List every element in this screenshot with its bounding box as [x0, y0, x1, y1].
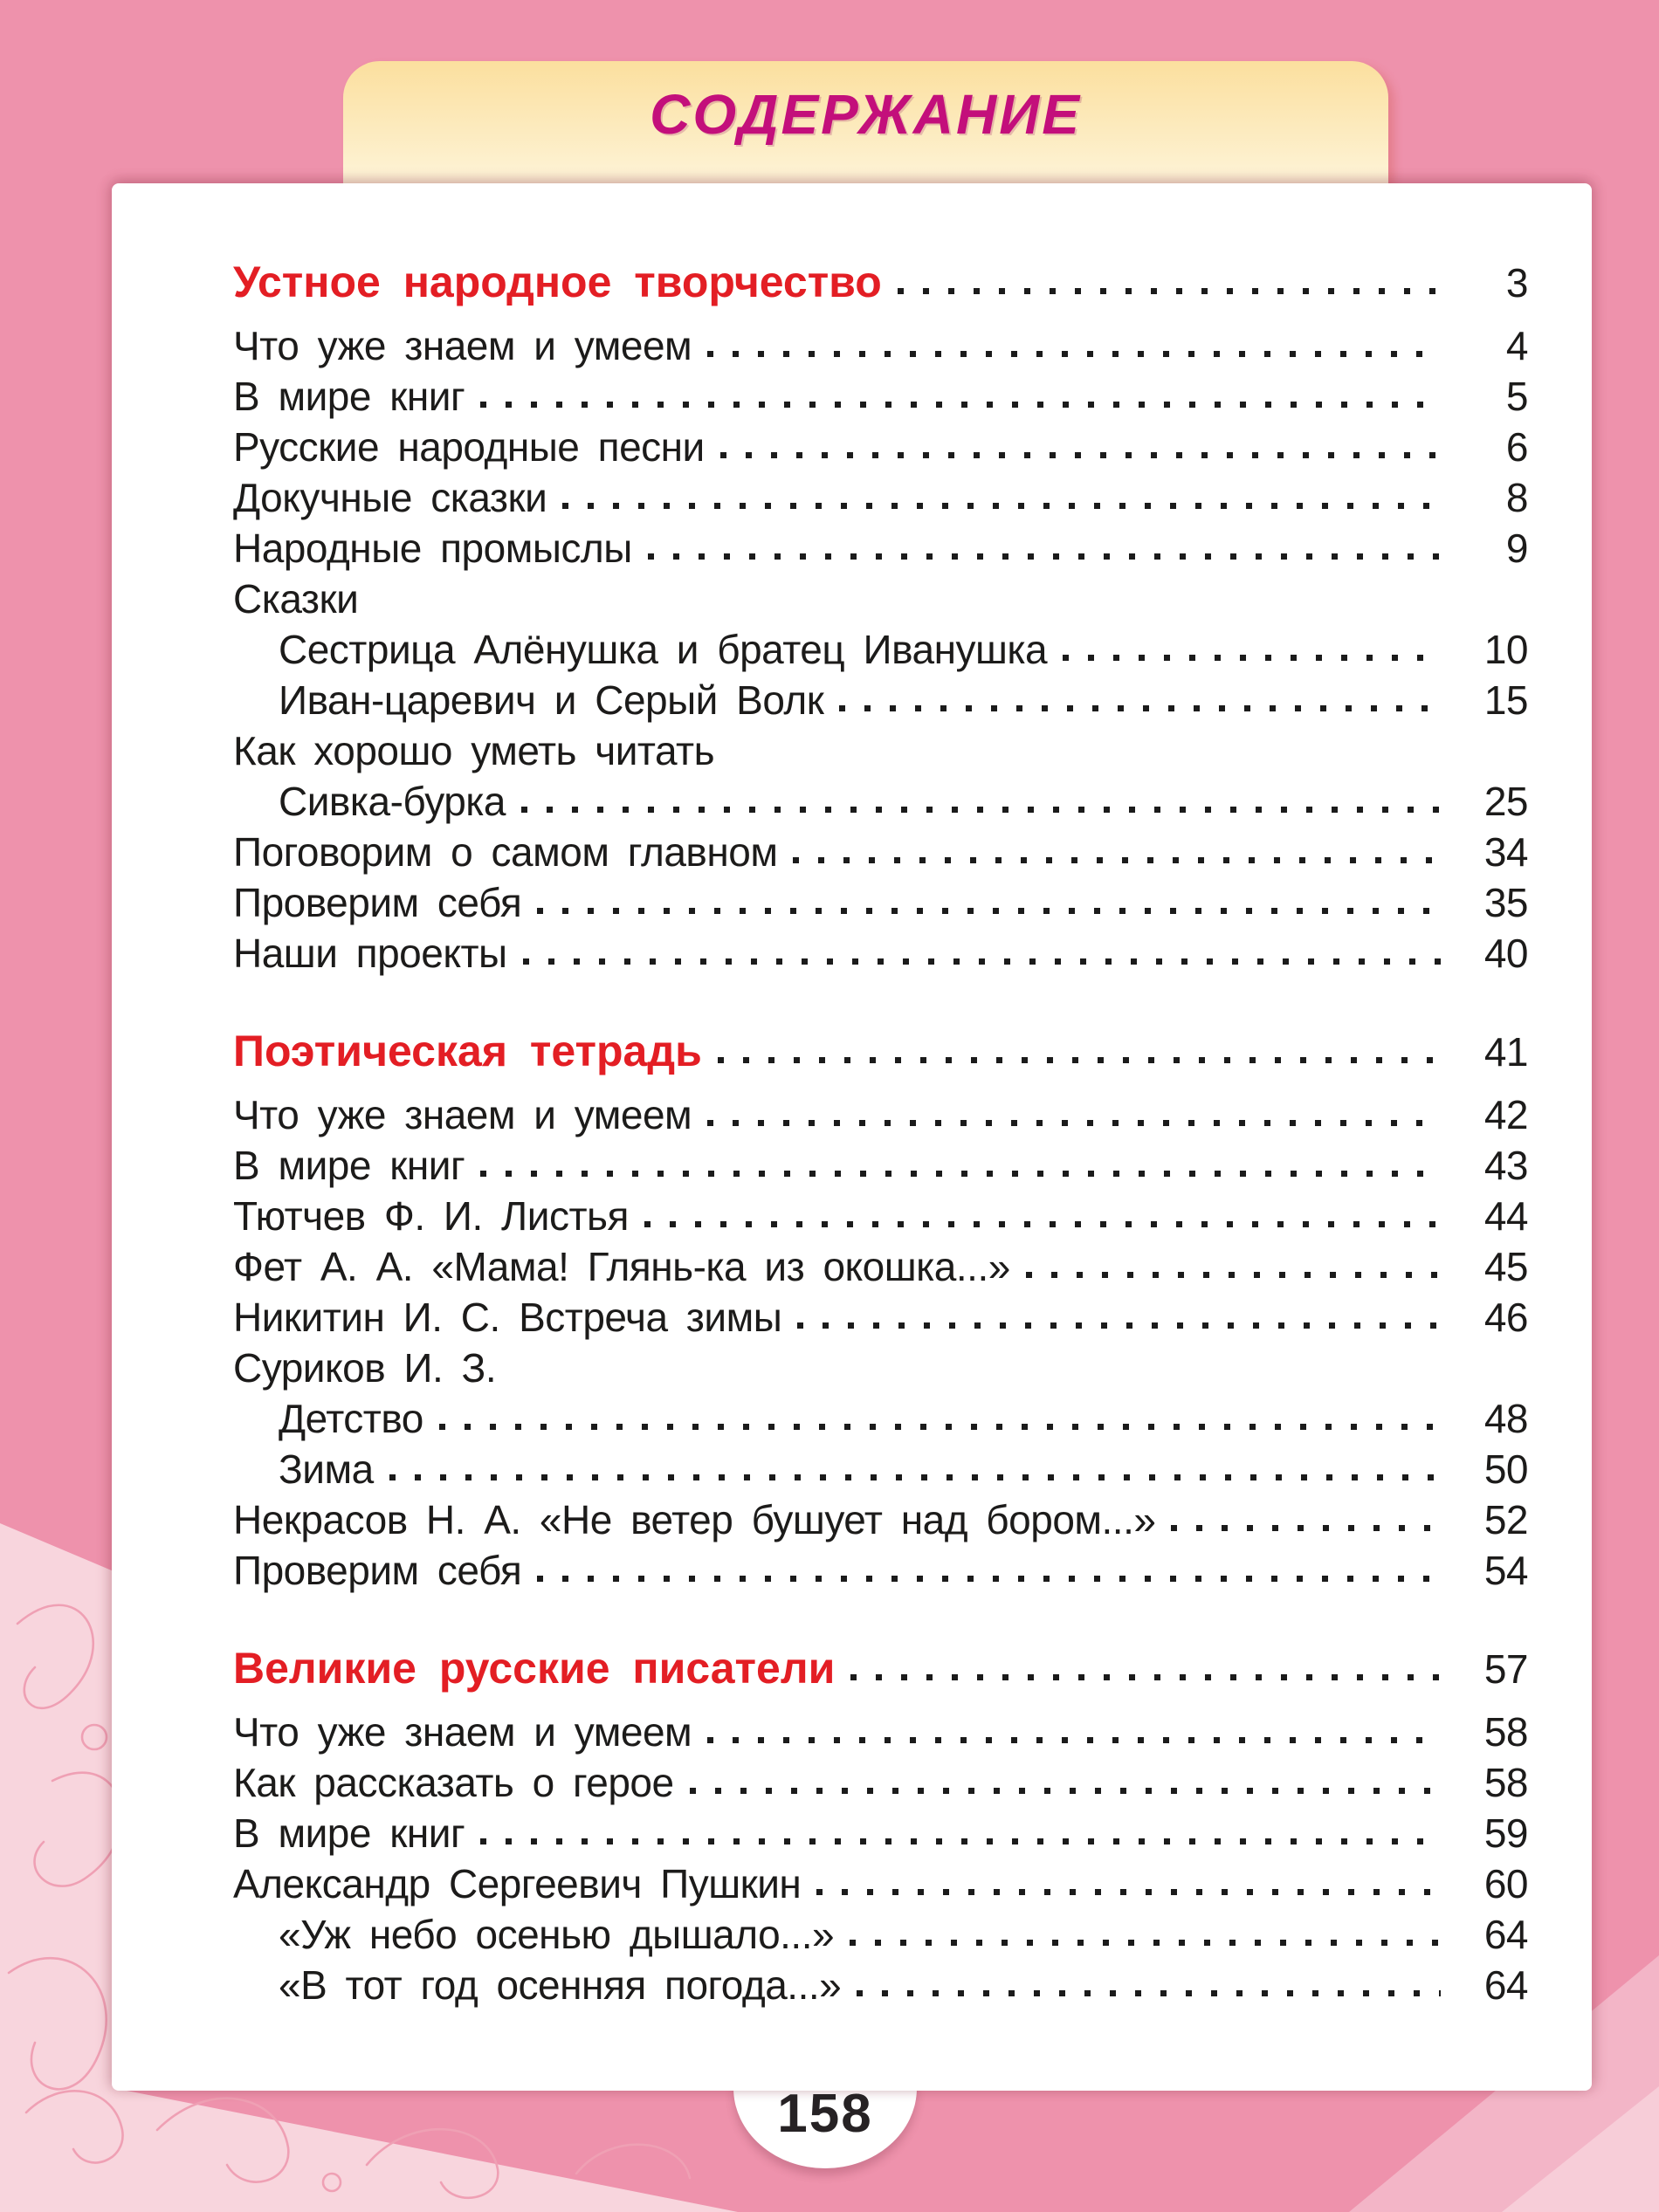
toc-item-page: 35: [1483, 880, 1528, 925]
toc-section-heading: [233, 1026, 1528, 1077]
toc-item-label: Как хорошо уметь читать: [233, 728, 715, 773]
toc-item-label: Иван-царевич и Серый Волк: [279, 677, 824, 723]
toc-row: [233, 1494, 1528, 1545]
toc-row: [233, 776, 1528, 827]
toc-item-label: Детство: [279, 1396, 423, 1441]
toc-item-page: 34: [1483, 829, 1528, 875]
toc-item-page: 58: [1483, 1760, 1528, 1805]
toc-item-label: Проверим себя: [233, 1548, 522, 1593]
toc-item-page: 10: [1483, 627, 1528, 672]
toc-row: [233, 827, 1528, 877]
dot-leader: [537, 1576, 1441, 1582]
dot-leader: [850, 1674, 1441, 1680]
toc-item-label: Тютчев Ф. И. Листья: [233, 1193, 629, 1239]
dot-leader: [1026, 1272, 1441, 1278]
toc-item-label: Александр Сергеевич Пушкин: [233, 1861, 802, 1906]
toc-row: [233, 624, 1528, 675]
dot-leader: [898, 288, 1441, 294]
toc-item-page: 57: [1483, 1646, 1528, 1692]
toc-item-page: 42: [1483, 1092, 1528, 1137]
toc-item-label: В мире книг: [233, 374, 465, 419]
dot-leader: [648, 553, 1441, 560]
toc-row: [233, 725, 1528, 776]
toc-row: [233, 1241, 1528, 1292]
toc-section-heading: [233, 1643, 1528, 1694]
dot-leader: [644, 1221, 1441, 1227]
dot-leader: [521, 807, 1441, 813]
toc-section: [233, 257, 1528, 979]
toc-item-page: 64: [1483, 1912, 1528, 1957]
toc-item-page: 41: [1483, 1029, 1528, 1075]
toc-item-page: 8: [1505, 475, 1528, 520]
dot-leader: [523, 958, 1441, 965]
toc-item-page: 4: [1505, 323, 1528, 368]
dot-leader: [720, 452, 1441, 458]
toc-item-page: 54: [1483, 1548, 1528, 1593]
toc-row: [233, 1140, 1528, 1191]
toc-item-label: Суриков И. З.: [233, 1345, 497, 1391]
dot-leader: [1063, 655, 1441, 661]
dot-leader: [707, 1737, 1441, 1743]
toc-item-label: Народные промыслы: [233, 526, 632, 571]
toc-item-label: Наши проекты: [233, 931, 507, 976]
toc-item-label: Что уже знаем и умеем: [233, 323, 692, 368]
toc-item-page: 46: [1483, 1295, 1528, 1340]
toc-row: [233, 1191, 1528, 1241]
toc-item-label: «В тот год осенняя погода...»: [279, 1962, 842, 2008]
dot-leader: [439, 1424, 1441, 1430]
toc-item-page: 25: [1483, 779, 1528, 824]
dot-leader: [707, 1120, 1441, 1126]
dot-leader: [537, 908, 1441, 914]
toc-row: [233, 1909, 1528, 1960]
toc: [112, 183, 1592, 2010]
toc-row: [233, 928, 1528, 979]
toc-item-page: 15: [1483, 677, 1528, 723]
dot-leader: [690, 1788, 1441, 1794]
dot-leader: [839, 705, 1441, 711]
toc-item-page: 45: [1483, 1244, 1528, 1289]
toc-row: [233, 523, 1528, 574]
dot-leader: [718, 1057, 1441, 1063]
toc-item-page: 58: [1483, 1709, 1528, 1755]
dot-leader: [389, 1474, 1441, 1480]
toc-item-page: 64: [1483, 1962, 1528, 2008]
toc-item-label: Фет А. А. «Мама! Глянь-ка из окошка...»: [233, 1244, 1010, 1289]
toc-row: [233, 320, 1528, 371]
toc-item-label: Что уже знаем и умеем: [233, 1709, 692, 1755]
toc-row: [233, 1343, 1528, 1393]
dot-leader: [850, 1940, 1441, 1946]
dot-leader: [562, 503, 1441, 509]
toc-item-label: «Уж небо осенью дышало...»: [279, 1912, 835, 1957]
dot-leader: [793, 857, 1441, 863]
toc-row: [233, 574, 1528, 624]
toc-item-label: Зима: [279, 1446, 374, 1492]
toc-item-label: Никитин И. С. Встреча зимы: [233, 1295, 782, 1340]
toc-row: [233, 1545, 1528, 1596]
toc-row: [233, 1960, 1528, 2010]
toc-row: [233, 1089, 1528, 1140]
toc-item-page: 48: [1483, 1396, 1528, 1441]
toc-item-label: Поговорим о самом главном: [233, 829, 778, 875]
toc-row: [233, 1444, 1528, 1494]
dot-leader: [797, 1322, 1441, 1329]
toc-row: [233, 1393, 1528, 1444]
toc-item-label: В мире книг: [233, 1810, 465, 1856]
toc-item-page: 43: [1483, 1143, 1528, 1188]
dot-leader: [816, 1889, 1441, 1895]
toc-item-page: 60: [1483, 1861, 1528, 1906]
toc-section-title: Великие русские писатели: [233, 1644, 836, 1693]
toc-item-label: Как рассказать о герое: [233, 1760, 674, 1805]
book-page-number: 158: [777, 2084, 873, 2144]
toc-row: [233, 1707, 1528, 1757]
dot-leader: [1171, 1525, 1441, 1531]
toc-row: [233, 1858, 1528, 1909]
toc-row: [233, 422, 1528, 472]
toc-section: [233, 1026, 1528, 1596]
toc-section-title: Поэтическая тетрадь: [233, 1027, 702, 1075]
toc-row: [233, 675, 1528, 725]
toc-item-page: 52: [1483, 1497, 1528, 1542]
toc-row: [233, 371, 1528, 422]
dot-leader: [480, 1171, 1441, 1177]
toc-row: [233, 1808, 1528, 1858]
toc-item-label: Некрасов Н. А. «Не ветер бушует над бором...»: [233, 1497, 1156, 1542]
toc-row: [233, 472, 1528, 523]
contents-page: [112, 183, 1592, 2091]
toc-item-page: 6: [1505, 424, 1528, 470]
dot-leader: [707, 351, 1441, 357]
toc-item-label: Что уже знаем и умеем: [233, 1092, 692, 1137]
toc-item-label: Проверим себя: [233, 880, 522, 925]
toc-section-title: Устное народное творчество: [233, 258, 882, 306]
toc-item-label: Русские народные песни: [233, 424, 705, 470]
toc-item-page: 3: [1505, 260, 1528, 306]
dot-leader: [480, 1838, 1441, 1844]
toc-section-heading: [233, 257, 1528, 308]
toc-item-label: Сестрица Алёнушка и братец Иванушка: [279, 627, 1048, 672]
toc-item-label: Сивка-бурка: [279, 779, 506, 824]
contents-title: СОДЕРЖАНИЕ: [650, 83, 1082, 146]
toc-item-page: 59: [1483, 1810, 1528, 1856]
toc-section: [233, 1643, 1528, 2010]
toc-item-page: 50: [1483, 1446, 1528, 1492]
toc-row: [233, 877, 1528, 928]
dot-leader: [480, 402, 1441, 408]
toc-item-label: В мире книг: [233, 1143, 465, 1188]
toc-item-page: 40: [1483, 931, 1528, 976]
dot-leader: [857, 1990, 1441, 1996]
toc-row: [233, 1292, 1528, 1343]
toc-row: [233, 1757, 1528, 1808]
toc-item-label: Докучные сказки: [233, 475, 547, 520]
toc-item-page: 9: [1505, 526, 1528, 571]
toc-item-page: 5: [1505, 374, 1528, 419]
toc-item-page: 44: [1483, 1193, 1528, 1239]
toc-item-label: Сказки: [233, 576, 359, 622]
